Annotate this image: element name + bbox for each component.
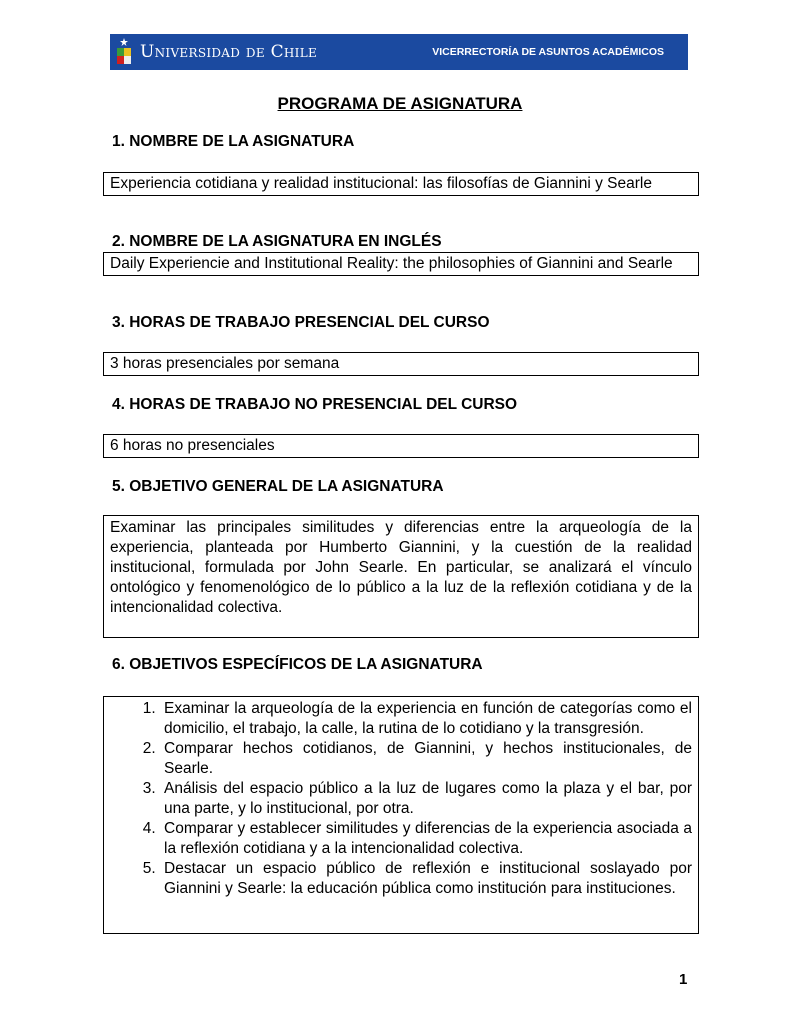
section-box: Experiencia cotidiana y realidad institucional: las filosofías de Giannini y Searle: [103, 172, 699, 196]
section-heading: 5. OBJETIVO GENERAL DE LA ASIGNATURA: [112, 478, 444, 495]
section-heading: 6. OBJETIVOS ESPECÍFICOS DE LA ASIGNATURA: [112, 656, 483, 673]
header-banner: [110, 34, 688, 70]
section-box: 6 horas no presenciales: [103, 434, 699, 458]
list-item: 5. Destacar un espacio público de reflexión e institucional soslayado por Giannini y Searle: la educación pública como institución para instituciones.: [160, 859, 692, 899]
university-name: Universidad de Chile: [140, 42, 318, 62]
university-crest-icon: [116, 38, 132, 66]
office-name: VICERRECTORÍA DE ASUNTOS ACADÉMICOS: [432, 46, 664, 58]
section-box: Examinar las principales similitudes y diferencias entre la arqueología de la experiencia, planteada por Humberto Giannini, y la cuestión de la realidad institucional, formulada por John Searle. En particular, se analizará el vínculo ontológico y fenomenológico de lo público a la luz de la reflexión cotidiana y de la intencionalidad colectiva.: [103, 515, 699, 638]
objectives-list: [110, 699, 692, 899]
section-box: 3 horas presenciales por semana: [103, 352, 699, 376]
list-item: 3. Análisis del espacio público a la luz de lugares como la plaza y el bar, por una parte, y lo institucional, por otra.: [160, 779, 692, 819]
section-box: Daily Experiencie and Institutional Reality: the philosophies of Giannini and Searle: [103, 252, 699, 276]
section-heading: 2. NOMBRE DE LA ASIGNATURA EN INGLÉS: [112, 233, 442, 250]
section-heading: 4. HORAS DE TRABAJO NO PRESENCIAL DEL CURSO: [112, 396, 518, 413]
page-number: 1: [679, 971, 688, 988]
list-item: 4. Comparar y establecer similitudes y diferencias de la experiencia asociada a la reflexión cotidiana y a la intencionalidad colectiva.: [160, 819, 692, 859]
page-title: PROGRAMA DE ASIGNATURA: [277, 94, 523, 113]
list-item: 2. Comparar hechos cotidianos, de Giannini, y hechos institucionales, de Searle.: [160, 739, 692, 779]
section-heading: 3. HORAS DE TRABAJO PRESENCIAL DEL CURSO: [112, 314, 490, 331]
list-item: 1. Examinar la arqueología de la experiencia en función de categorías como el domicilio, el trabajo, la calle, la rutina de lo cotidiano y la transgresión.: [160, 699, 692, 739]
section-heading: 1. NOMBRE DE LA ASIGNATURA: [112, 133, 355, 150]
section-box: [103, 696, 699, 934]
